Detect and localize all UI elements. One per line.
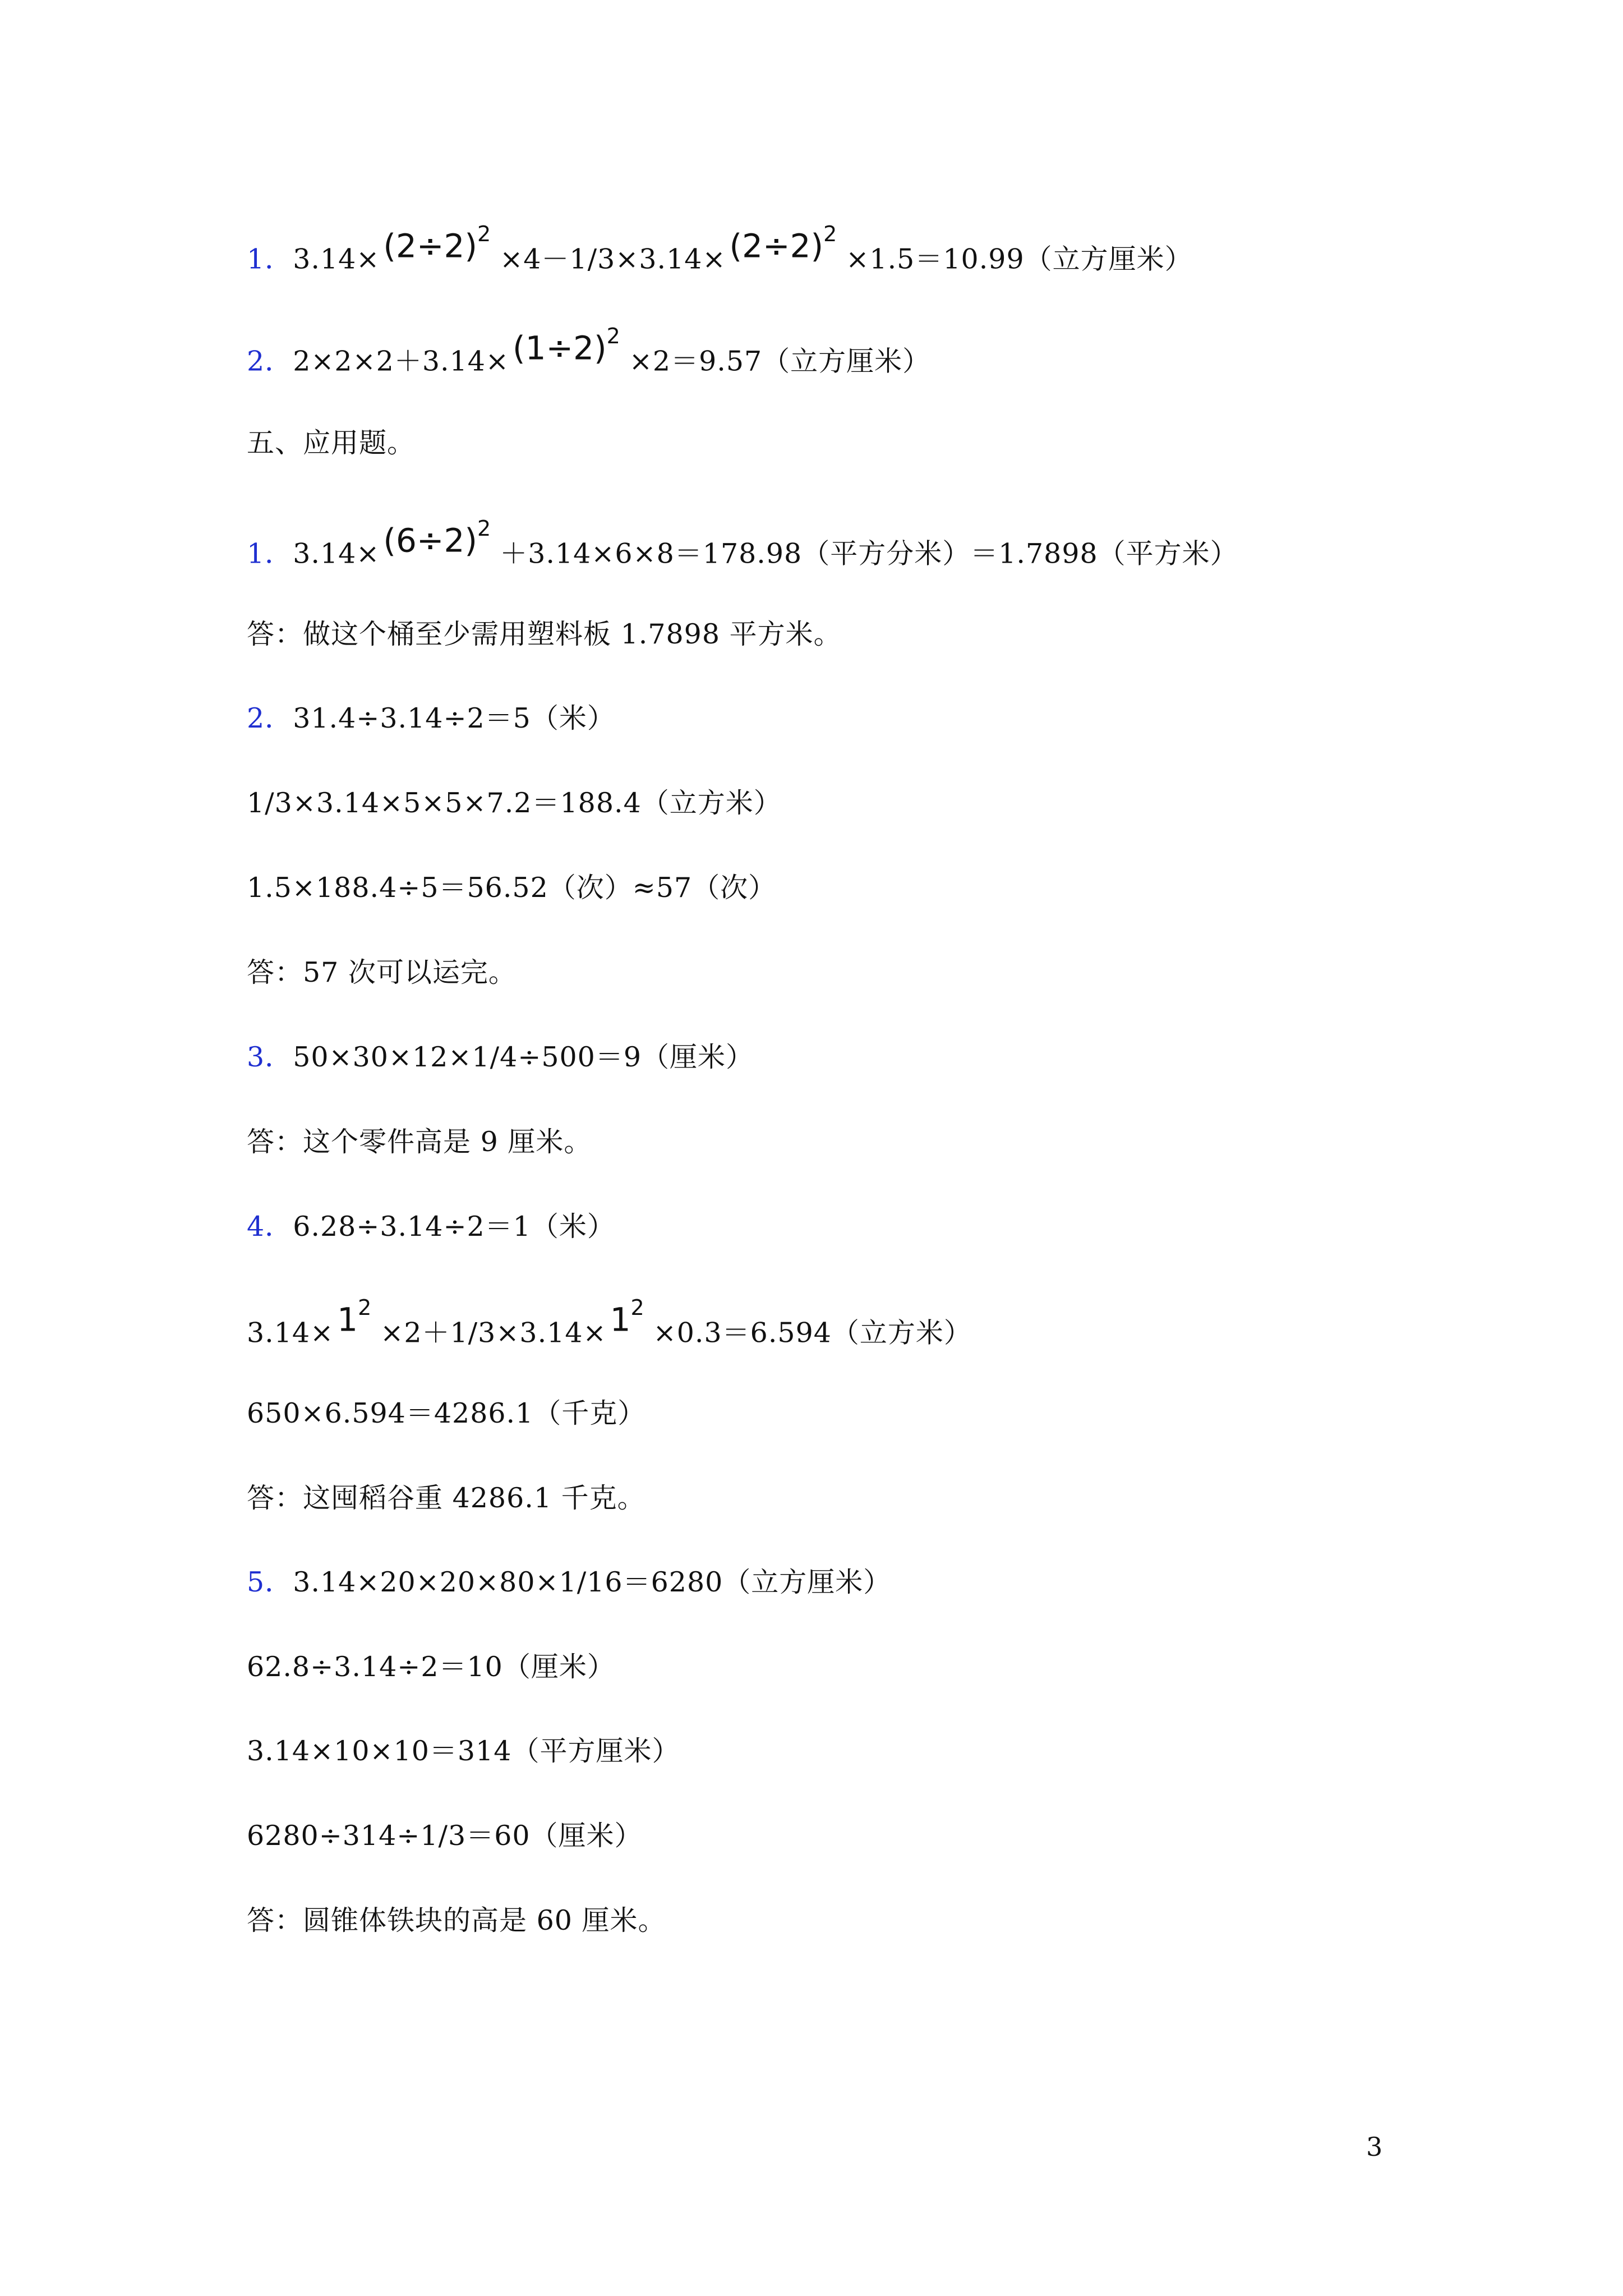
formula-text: 3.14× [247, 1317, 334, 1349]
calc-item-2 [247, 324, 931, 378]
question-5-line-4: 6280÷314÷1/3＝60（厘米） [247, 1820, 643, 1852]
question-1-formula [247, 516, 1238, 570]
question-2-line-3: 1.5×188.4÷5＝56.52（次）≈57（次） [247, 872, 777, 904]
formula-text: 31.4÷3.14÷2＝5（米） [293, 702, 615, 734]
question-2-answer: 答：57 次可以运完。 [247, 956, 517, 988]
item-number: 1． [247, 243, 293, 275]
question-1-answer: 答：做这个桶至少需用塑料板 1.7898 平方米。 [247, 618, 842, 650]
item-number: 2． [247, 345, 293, 378]
item-number: 2． [247, 702, 293, 734]
item-number: 5． [247, 1566, 293, 1598]
question-2-line-2: 1/3×3.14×5×5×7.2＝188.4（立方米） [247, 787, 782, 819]
question-4-line-1 [247, 1210, 615, 1244]
formula-text: 3.14×20×20×80×1/16＝6280（立方厘米） [293, 1566, 892, 1598]
question-5-answer: 答：圆锥体铁块的高是 60 厘米。 [247, 1904, 666, 1936]
formula-text: ×4－1/3×3.14× [500, 243, 726, 275]
question-5-line-2: 62.8÷3.14÷2＝10（厘米） [247, 1651, 615, 1683]
question-3-line-1 [247, 1041, 754, 1074]
question-5-line-3: 3.14×10×10＝314（平方厘米） [247, 1735, 680, 1767]
question-4-line-3: 650×6.594＝4286.1（千克） [247, 1397, 646, 1429]
formula-power: $(1\div 2)^2$ [513, 324, 620, 367]
section-heading: 五、应用题。 [247, 427, 416, 459]
formula-text: ×2＝9.57（立方厘米） [629, 345, 931, 378]
question-3-answer: 答：这个零件高是 9 厘米。 [247, 1126, 592, 1158]
formula-text: 3.14× [293, 243, 380, 275]
formula-text: ×0.3＝6.594（立方米） [653, 1317, 972, 1349]
item-number: 3． [247, 1041, 293, 1073]
formula-text: ×2＋1/3×3.14× [380, 1317, 607, 1349]
formula-text: 50×30×12×1/4÷500＝9（厘米） [293, 1041, 754, 1073]
formula-text: ＋3.14×6×8＝178.98（平方分米）＝1.7898（平方米） [500, 537, 1238, 570]
formula-power: $1^2$ [337, 1295, 372, 1339]
calc-item-1 [247, 222, 1193, 276]
formula-text: 2×2×2＋3.14× [293, 345, 509, 378]
item-number: 4． [247, 1211, 293, 1243]
question-4-answer: 答：这囤稻谷重 4286.1 千克。 [247, 1482, 645, 1514]
question-5-line-1 [247, 1566, 891, 1599]
question-2-line-1 [247, 702, 615, 735]
formula-text: ×1.5＝10.99（立方厘米） [846, 243, 1193, 275]
formula-power: $(2\div 2)^2$ [729, 222, 837, 265]
formula-text: 6.28÷3.14÷2＝1（米） [293, 1211, 615, 1243]
formula-text: 3.14× [293, 537, 380, 570]
item-number: 1． [247, 537, 293, 570]
formula-power: $1^2$ [610, 1295, 644, 1339]
question-4-line-2 [247, 1295, 972, 1350]
page-number: 3 [1366, 2132, 1383, 2162]
formula-power: $(2\div 2)^2$ [383, 222, 491, 265]
formula-power: $(6\div 2)^2$ [383, 516, 491, 560]
